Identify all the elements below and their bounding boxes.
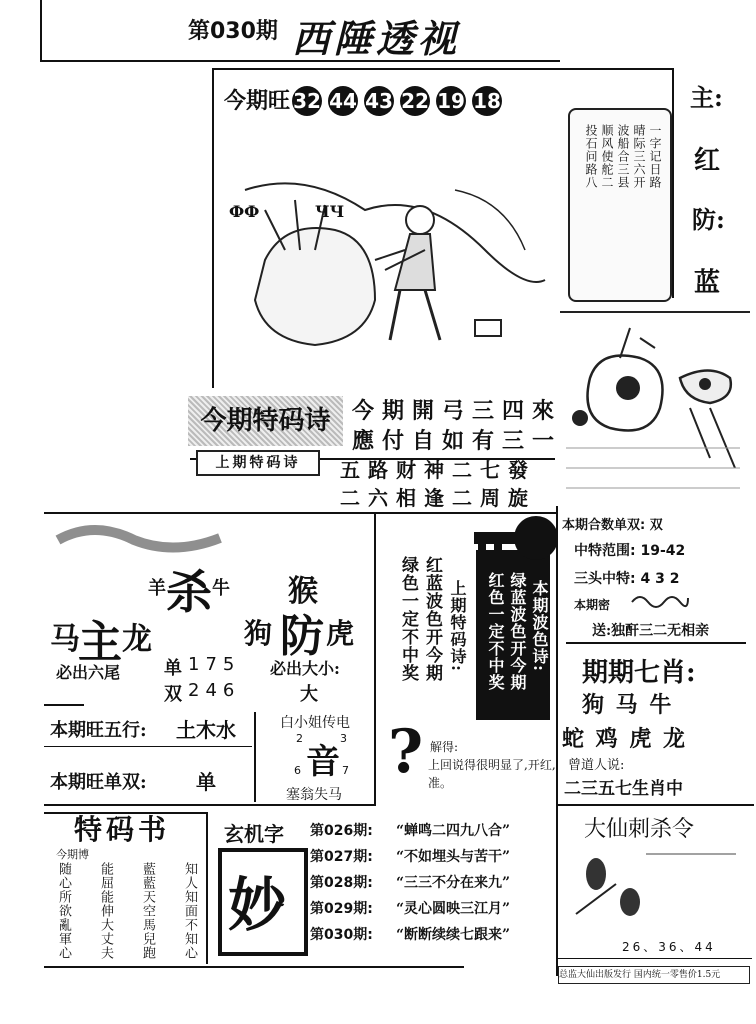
poem-line-2: 應付自如有三一 xyxy=(352,428,563,454)
size-label: 必出大小: xyxy=(270,659,340,678)
footer-text: 总监大仙出版发行 国内统一零售价1.5元 xyxy=(558,966,750,984)
zodiac-niu: 牛 xyxy=(212,578,230,599)
wave-box-col-2: 绿蓝波色开今期 xyxy=(508,572,527,691)
key-icon xyxy=(470,508,560,572)
scribble-icon xyxy=(630,590,690,614)
ball: 22 xyxy=(400,86,430,116)
wuxing-label: 本期旺五行: xyxy=(50,720,147,741)
xuanji-text: “蝉鸣二四九八合” xyxy=(396,823,511,839)
scroll-poem xyxy=(568,108,672,302)
scroll-col: 投石问路八 xyxy=(584,124,598,189)
sketch-strip xyxy=(54,520,224,560)
poem-title: 今期特码诗 xyxy=(188,396,343,446)
hint-text: 上回说得很明显了,开红,准。 xyxy=(428,758,556,790)
xuanji-issue: 第029期: xyxy=(310,901,373,917)
illustration-egg xyxy=(560,308,750,508)
xiaojie-num: 7 xyxy=(342,764,349,777)
side-lan: 蓝 xyxy=(694,268,721,298)
qiqi-row-2: 蛇 鸡 虎 龙 xyxy=(562,726,687,752)
tail-label: 必出六尾 xyxy=(56,663,121,682)
sketch-mark: ФФ xyxy=(229,202,260,221)
xuanji-text: “不如埋头与苦干” xyxy=(396,849,511,865)
qiqi-row-1: 狗 马 牛 xyxy=(582,692,674,718)
scroll-col: 晴际三六开 xyxy=(632,124,646,189)
daxian-title: 大仙刺杀令 xyxy=(584,817,695,842)
xuanji-text: “三三不分在来九” xyxy=(396,875,511,891)
issue-number: 第030期 xyxy=(188,19,278,44)
heshu: 本期合数单双: 双 xyxy=(562,518,663,533)
xuanji-text: “断断续续七跟来” xyxy=(396,927,511,943)
zodiac-ma: 马 xyxy=(50,622,80,657)
daxian-sketch xyxy=(566,844,746,938)
last-poem-line-2: 二六相逢二周旋 xyxy=(340,486,536,510)
xiaojie-num: 3 xyxy=(340,732,347,745)
lucky-balls xyxy=(292,86,508,116)
lucky-label: 今期旺 xyxy=(224,89,291,114)
xuanji-text: “灵心圆映三江月” xyxy=(396,901,511,917)
zodiac-gou: 狗 xyxy=(244,617,273,650)
range: 中特范围: 19-42 xyxy=(574,543,686,559)
ball: 44 xyxy=(328,86,358,116)
poem-line-1: 今期開弓三四來 xyxy=(352,398,563,424)
xiaojie-num: 6 xyxy=(294,764,301,777)
mi-label: 本期密 xyxy=(574,598,611,612)
xiaojie-bottom: 塞翁失马 xyxy=(286,787,342,803)
book-sub: 今期博 xyxy=(56,848,89,861)
zodiac-fang: 防 xyxy=(280,611,324,662)
xuanji-title: 玄机字 xyxy=(224,822,284,846)
zodiac-sha: 杀 xyxy=(166,565,212,619)
dan-numbers: 175 xyxy=(188,654,241,675)
wave-box-col-3: 本期波色诗: xyxy=(530,580,549,672)
xuanji-issue: 第030期: xyxy=(310,927,373,943)
page-title: 西陲透视 xyxy=(292,16,461,61)
daxian-nums: 26、36、44 xyxy=(622,940,716,954)
dan-label: 单 xyxy=(164,658,182,679)
xiaojie-title: 白小姐传电 xyxy=(280,715,350,731)
wave-col-2: 红蓝波色开今期 xyxy=(422,556,442,682)
danshuang-label: 本期旺单双: xyxy=(50,772,147,793)
book-col: 藍藍天空馬兒跑 xyxy=(140,862,155,960)
wave-col-3: 上期特码诗: xyxy=(448,580,467,672)
ball: 43 xyxy=(364,86,394,116)
scroll-col: 顺风使舵二 xyxy=(600,124,614,189)
shuang-label: 双 xyxy=(164,684,182,705)
side-hong: 红 xyxy=(694,146,721,176)
book-title: 特码书 xyxy=(74,813,171,846)
zodiac-yang: 羊 xyxy=(148,578,166,599)
ball: 19 xyxy=(436,86,466,116)
size-value: 大 xyxy=(300,684,318,705)
ball: 18 xyxy=(472,86,502,116)
xuanji-issue: 第027期: xyxy=(310,849,373,865)
xiaojie-yin: 音 xyxy=(306,742,340,782)
scroll-col: 一字记日路 xyxy=(648,124,662,189)
wave-col-1: 绿色一定不中奖 xyxy=(398,556,418,682)
zodiac-long: 龙 xyxy=(122,622,152,657)
scroll-col: 波船合三县 xyxy=(616,124,630,189)
xiaojie-num: 2 xyxy=(296,732,303,745)
santou: 三头中特: 4 3 2 xyxy=(574,571,680,587)
wave-box-col-1: 红色一定不中奖 xyxy=(486,572,505,691)
wuxing-value: 土木水 xyxy=(176,718,236,742)
side-zhu: 主: xyxy=(690,83,723,112)
zodiac-hu: 虎 xyxy=(326,617,355,650)
side-fang: 防: xyxy=(692,205,725,234)
illustration-boy-pushing-rock xyxy=(225,130,555,360)
xuanji-issue: 第028期: xyxy=(310,875,373,891)
zodiac-zhu: 主 xyxy=(78,617,122,668)
qiqi-title: 期期七肖: xyxy=(582,658,696,688)
question-mark-icon: ? xyxy=(388,717,424,787)
book-col: 能屈能伸大丈夫 xyxy=(98,862,113,960)
ball: 32 xyxy=(292,86,322,116)
qiqi-row-3: 二三五七生肖中 xyxy=(564,779,683,799)
book-col: 知人知面不知心 xyxy=(182,862,197,960)
danshuang-value: 单 xyxy=(196,770,216,794)
shuang-numbers: 246 xyxy=(188,680,241,701)
hint-label: 解得: xyxy=(430,740,459,754)
last-poem-label: 上期特码诗 xyxy=(196,450,320,476)
zodiac-hou: 猴 xyxy=(288,574,318,609)
sketch-mark: ЧЧ xyxy=(315,202,345,221)
xuanji-issue: 第026期: xyxy=(310,823,373,839)
book-col: 随心所欲亂軍心 xyxy=(56,862,71,960)
xuanji-big: 妙 xyxy=(228,871,287,939)
qiqi-said: 曾道人说: xyxy=(568,758,625,773)
send-text: 送:独酐三二无相亲 xyxy=(592,623,710,639)
last-poem-line-1: 五路财神二七發 xyxy=(340,458,536,482)
